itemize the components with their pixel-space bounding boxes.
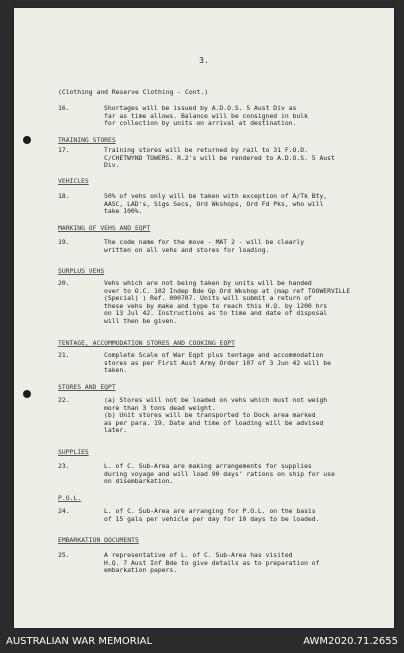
section-heading: TENTAGE, ACCOMMODATION STORES AND COOKING EQPT [58, 339, 235, 347]
paragraph [58, 193, 358, 216]
paragraph-number: 18. [58, 192, 70, 200]
paragraph [58, 352, 358, 375]
paragraph-text: A representative of L. of C. Sub-Area has visited H.Q. 7 Aust Inf Bde to give details as to preparation of embarkation papers. [104, 551, 320, 575]
paragraph-text: Vehs which are not being taken by units will be handed over to O.C. 102 Indep Bde Gp Ord Wkshop at (map ref TOOWERVILLE (Special) ) Ref. 000707. Units will submit a return of these vehs by make and type to reach this H.Q. by 1200 hrs on 13 Jul 42. Instructions as to time and date of disposal will then be given. [104, 279, 351, 325]
paragraph [58, 463, 358, 486]
section-heading: VEHICLES [58, 177, 89, 185]
section-heading: P.O.L. [58, 494, 82, 502]
section-heading: EMBARKATION DOCUMENTS [58, 536, 139, 544]
paragraph-number: 20. [58, 279, 70, 287]
paragraph-number: 21. [58, 351, 70, 359]
paragraph-text: L. of C. Sub-Area are arranging for P.O.L. on the basis of 15 gals per vehicle per day for 10 days to be loaded. [104, 507, 320, 523]
paragraph-number: 19. [58, 238, 70, 246]
archive-name: AUSTRALIAN WAR MEMORIAL [6, 636, 153, 647]
paragraph [58, 105, 358, 128]
paragraph [58, 508, 358, 523]
section-heading: MARKING OF VEHS AND EQPT [58, 224, 151, 232]
paragraph-text: (a) Stores will not be loaded on vehs which must not weigh more than 3 tons dead weight. (b) Unit stores will be transported to Dock area marked as per para. 19. Date and time of loading will be advised later. [104, 396, 328, 435]
paragraph-number: 23. [58, 462, 70, 470]
document-page [14, 8, 394, 628]
paragraph-number: 16. [58, 104, 70, 112]
paragraph-text: Training stores will be returned by rail to 31 F.O.D. C/CHETWYND TOWERS. R.2's will be rendered to A.D.O.S. 5 Aust Div. [104, 146, 335, 170]
paragraph [58, 147, 358, 170]
punch-hole [23, 390, 31, 398]
paragraph-number: 24. [58, 507, 70, 515]
section-heading: SUPPLIES [58, 448, 89, 456]
punch-hole [23, 136, 31, 144]
page-number: 3. [199, 56, 209, 65]
paragraph [58, 397, 358, 435]
archive-reference: AWM2020.71.2655 [303, 636, 398, 647]
paragraph-text: The code name for the move - MAT 2 - will be clearly written on all vehs and stores for loading. [104, 238, 305, 254]
paragraph [58, 552, 358, 575]
archive-footer [0, 631, 404, 653]
paragraph-text: Shortages will be issued by A.D.O.S. 5 Aust Div as far as time allows. Balance will be consigned in bulk for collection by units on arrival at destination. [104, 104, 308, 128]
section-heading: SURPLUS VEHS [58, 267, 105, 275]
paragraph-text: L. of C. Sub-Area are making arrangements for supplies during voyage and will load 90 days' rations on ship for use on disembarkation. [104, 462, 335, 486]
paragraph [58, 239, 358, 254]
paragraph-text: Complete Scale of War Eqpt plus tentage and accommodation stores as per First Aust Army Order 107 of 3 Jun 42 will be taken. [104, 351, 332, 375]
paragraph-number: 22. [58, 396, 70, 404]
paragraph [58, 280, 358, 326]
paragraph-number: 25. [58, 551, 70, 559]
paragraph-number: 17. [58, 146, 70, 154]
section-subheading: (Clothing and Reserve Clothing - Cont.) [58, 88, 209, 96]
paragraph-text: 50% of vehs only will be taken with exception of A/Tk Bty, AASC, LAD's, Sigs Secs, Ord Wkshops, Ord Fd Pks, who will take 100%. [104, 192, 328, 216]
section-heading: STORES AND EQPT [58, 383, 116, 391]
section-heading: TRAINING STORES [58, 136, 116, 144]
